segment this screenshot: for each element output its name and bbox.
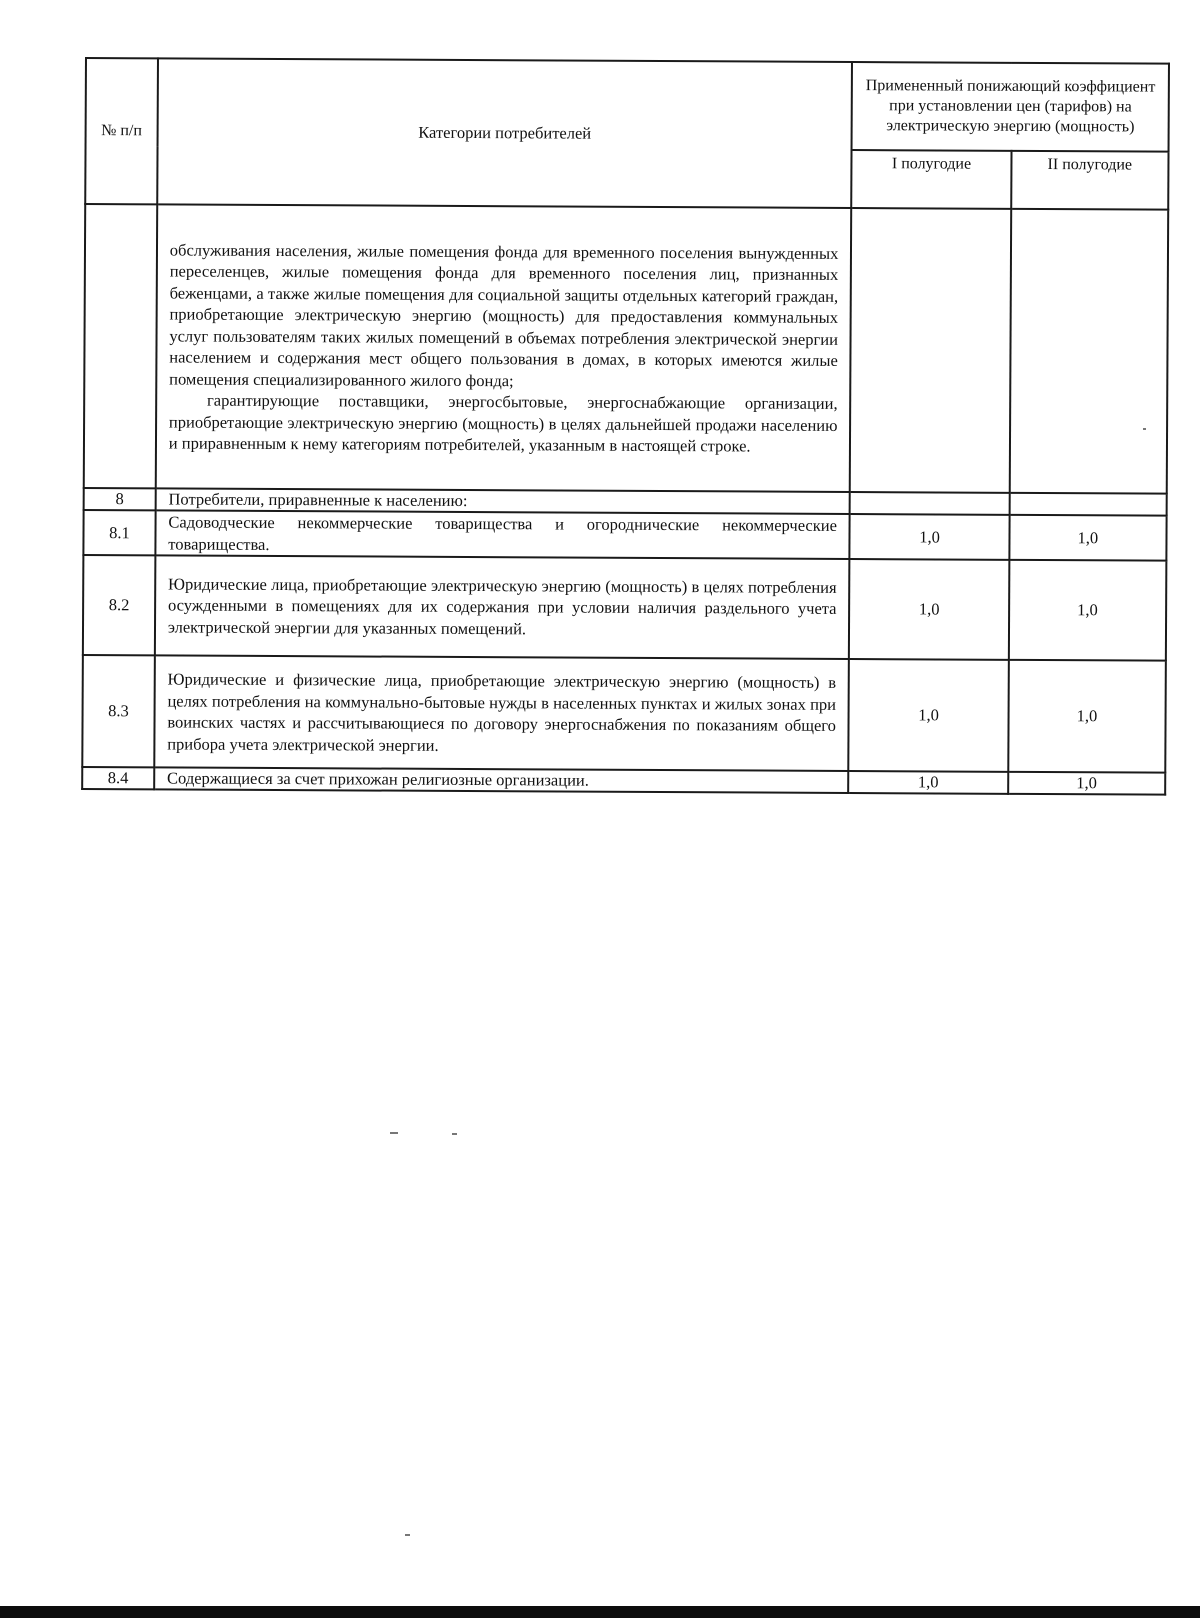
- scan-bottom-edge: [0, 1606, 1200, 1618]
- row-value-first-half: [850, 208, 1011, 493]
- row-value-first-half: 1,0: [849, 559, 1009, 660]
- row-value-first-half: 1,0: [849, 771, 1008, 794]
- table-row: [82, 655, 1166, 773]
- description-paragraph: гарантирующие поставщики, энергосбытовые, энергоснабжающие организации, приобретающие электрическую энергию (мощность) в целях дальнейшей продажи населению и приравненным к нему категориям потребителей, указанным в настоящей строке.: [168, 390, 838, 456]
- row-value-second-half: [1009, 493, 1166, 516]
- row-number: 8: [84, 488, 156, 510]
- header-number-cell: № п/п: [85, 58, 158, 204]
- row-description: Юридические и физические лица, приобретающие электрическую энергию (мощность) в целях потребления на коммунально-бытовые нужды в населенных пунктах и жилых зонах при воинских частях и рассчитывающиеся по договору энергоснабжения по показаниям общего прибора учета электрической энергии.: [154, 655, 849, 771]
- row-number: 8.1: [83, 510, 155, 555]
- document-page: [81, 57, 1170, 796]
- row-value-second-half: 1,0: [1009, 515, 1167, 561]
- header-second-half-year: II полугодие: [1011, 151, 1169, 210]
- row-value-second-half: [1009, 209, 1168, 494]
- row-value-second-half: 1,0: [1008, 660, 1166, 773]
- scan-speck: [405, 1534, 410, 1536]
- row-value-first-half: 1,0: [849, 659, 1009, 772]
- row-description: Садоводческие некоммерческие товарищества и огороднические некоммерческие товарищества.: [155, 510, 850, 559]
- table-header-row: [86, 58, 1169, 152]
- table-row: [82, 767, 1165, 795]
- row-description: Содержащиеся за счет прихожан религиозные организации.: [154, 767, 849, 793]
- row-number: [84, 204, 157, 488]
- row-value-first-half: [850, 492, 1009, 515]
- row-value-second-half: 1,0: [1009, 560, 1167, 661]
- row-value-first-half: 1,0: [850, 514, 1010, 560]
- table-row: [84, 204, 1168, 494]
- row-description: [156, 204, 852, 492]
- row-description: Юридические лица, приобретающие электрическую энергию (мощность) в целях потребления осужденными в помещениях для их содержания при условии наличия раздельного учета электрической энергии для указанных помещений.: [155, 555, 850, 659]
- row-value-second-half: 1,0: [1008, 772, 1165, 795]
- table-row: [83, 510, 1166, 561]
- header-first-half-year: I полугодие: [852, 150, 1012, 209]
- header-coefficient-cell: Примененный понижающий коэффициент при установлении цен (тарифов) на электрическую энергию (мощность): [852, 62, 1169, 152]
- row-number: 8.2: [83, 555, 155, 655]
- tariff-coefficient-table: [81, 57, 1170, 796]
- row-number: 8.4: [82, 767, 154, 789]
- scan-speck: [452, 1133, 457, 1135]
- row-number: 8.3: [82, 655, 154, 767]
- scan-speck: [390, 1132, 398, 1134]
- scan-speck: [1143, 428, 1146, 430]
- table-row: [83, 555, 1167, 661]
- row-description: Потребители, приравненные к населению:: [155, 488, 850, 514]
- header-category-cell: Категории потребителей: [157, 58, 852, 208]
- description-paragraph: обслуживания населения, жилые помещения фонда для временного поселения вынужденных переселенцев, жилые помещения фонда для временного поселения лиц, признанных беженцами, а также жилые помещения для социальной защиты отдельных категорий граждан, приобретающие электрическую энергию (мощность) для предоставления коммунальных услуг пользователям таких жилых помещений в объемах потребления электрической энергии населением и содержания мест общего пользования в домах, в которых имеются жилые помещения специализированного жилого фонда;: [169, 239, 839, 390]
